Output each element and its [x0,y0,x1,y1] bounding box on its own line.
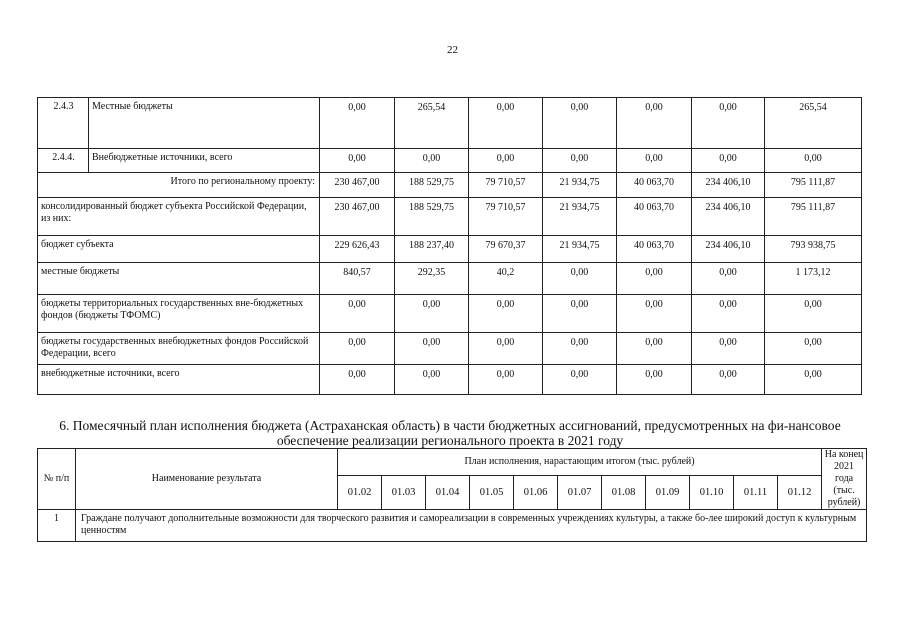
value-cell: 0,00 [469,98,543,149]
value-cell: 230 467,00 [320,198,395,236]
value-cell: 0,00 [617,149,692,173]
value-cell: 188 529,75 [395,198,469,236]
value-cell: 0,00 [617,98,692,149]
row-label: Внебюджетные источники, всего [89,149,320,173]
value-cell: 0,00 [543,149,617,173]
value-cell: 0,00 [543,263,617,295]
header-year-end: На конец 2021 года (тыс. рублей) [822,449,867,510]
value-cell: 0,00 [692,333,765,365]
section-6-heading: 6. Помесячный план исполнения бюджета (Астраханская область) в части бюджетных ассигнований, предусмотренных на фи-нансовое обеспечение реализации регионального проекта в 2021 году [59,418,841,448]
value-cell: 0,00 [543,333,617,365]
budget-row [38,149,862,173]
value-cell: 292,35 [395,263,469,295]
value-cell: 40 063,70 [617,173,692,198]
month-header: 01.02 [338,476,382,510]
value-cell: 40,2 [469,263,543,295]
value-cell: 0,00 [469,333,543,365]
value-cell: 21 934,75 [543,236,617,263]
value-cell: 0,00 [692,295,765,333]
value-cell: 234 406,10 [692,198,765,236]
value-cell: 40 063,70 [617,198,692,236]
value-cell: 0,00 [617,333,692,365]
month-header: 01.06 [514,476,558,510]
value-cell: 0,00 [692,98,765,149]
value-cell: 0,00 [469,295,543,333]
value-cell: 21 934,75 [543,173,617,198]
value-cell: 234 406,10 [692,173,765,198]
value-cell: 0,00 [320,295,395,333]
value-cell: 79 710,57 [469,173,543,198]
value-cell: 229 626,43 [320,236,395,263]
value-cell: 0,00 [692,149,765,173]
row-code: 2.4.4. [38,149,89,173]
row-label: Местные бюджеты [89,98,320,149]
budget-table [37,97,862,395]
value-cell: 234 406,10 [692,236,765,263]
row-number: 1 [38,510,76,542]
value-cell: 0,00 [765,365,862,395]
month-header: 01.10 [690,476,734,510]
row-label: внебюджетные источники, всего [38,365,320,395]
value-cell: 793 938,75 [765,236,862,263]
row-label: бюджеты территориальных государственных вне-бюджетных фондов (бюджеты ТФОМС) [38,295,320,333]
value-cell: 230 467,00 [320,173,395,198]
value-cell: 21 934,75 [543,198,617,236]
value-cell: 265,54 [395,98,469,149]
month-header: 01.08 [602,476,646,510]
month-header: 01.03 [382,476,426,510]
page-number: 22 [447,44,458,56]
value-cell: 840,57 [320,263,395,295]
value-cell: 0,00 [765,149,862,173]
budget-row [38,198,862,236]
value-cell: 265,54 [765,98,862,149]
value-cell: 0,00 [469,149,543,173]
month-header: 01.11 [734,476,778,510]
value-cell: 188 529,75 [395,173,469,198]
month-header: 01.04 [426,476,470,510]
row-label: бюджет субъекта [38,236,320,263]
row-label: Итого по региональному проекту: [38,173,320,198]
month-header: 01.05 [470,476,514,510]
value-cell: 0,00 [320,98,395,149]
budget-row [38,333,862,365]
budget-row [38,98,862,149]
value-cell: 795 111,87 [765,173,862,198]
budget-row [38,365,862,395]
value-cell: 0,00 [617,295,692,333]
row-label: бюджеты государственных внебюджетных фондов Российской Федерации, всего [38,333,320,365]
header-result-name: Наименование результата [76,449,338,510]
value-cell: 188 237,40 [395,236,469,263]
value-cell: 0,00 [395,149,469,173]
value-cell: 0,00 [617,263,692,295]
header-number: № п/п [38,449,76,510]
value-cell: 0,00 [617,365,692,395]
value-cell: 40 063,70 [617,236,692,263]
month-header: 01.09 [646,476,690,510]
budget-row [38,236,862,263]
month-header: 01.12 [778,476,822,510]
value-cell: 0,00 [765,295,862,333]
header-plan: План исполнения, нарастающим итогом (тыс. рублей) [338,449,822,476]
value-cell: 1 173,12 [765,263,862,295]
value-cell: 0,00 [543,365,617,395]
value-cell: 0,00 [395,295,469,333]
value-cell: 0,00 [395,365,469,395]
monthly-plan-table [37,448,867,542]
value-cell: 0,00 [320,149,395,173]
value-cell: 79 670,37 [469,236,543,263]
value-cell: 0,00 [320,365,395,395]
budget-row [38,173,862,198]
row-label: местные бюджеты [38,263,320,295]
value-cell: 0,00 [543,98,617,149]
row-label: консолидированный бюджет субъекта Российской Федерации, из них: [38,198,320,236]
budget-row [38,295,862,333]
value-cell: 0,00 [765,333,862,365]
value-cell: 0,00 [469,365,543,395]
result-description: Граждане получают дополнительные возможности для творческого развития и самореализации в современных учреждениях культуры, а также бо-лее широкий доступ к культурным ценностям [76,510,867,542]
value-cell: 0,00 [320,333,395,365]
value-cell: 0,00 [543,295,617,333]
value-cell: 0,00 [692,263,765,295]
budget-row [38,263,862,295]
row-code: 2.4.3 [38,98,89,149]
month-header: 01.07 [558,476,602,510]
value-cell: 795 111,87 [765,198,862,236]
value-cell: 0,00 [395,333,469,365]
value-cell: 79 710,57 [469,198,543,236]
value-cell: 0,00 [692,365,765,395]
